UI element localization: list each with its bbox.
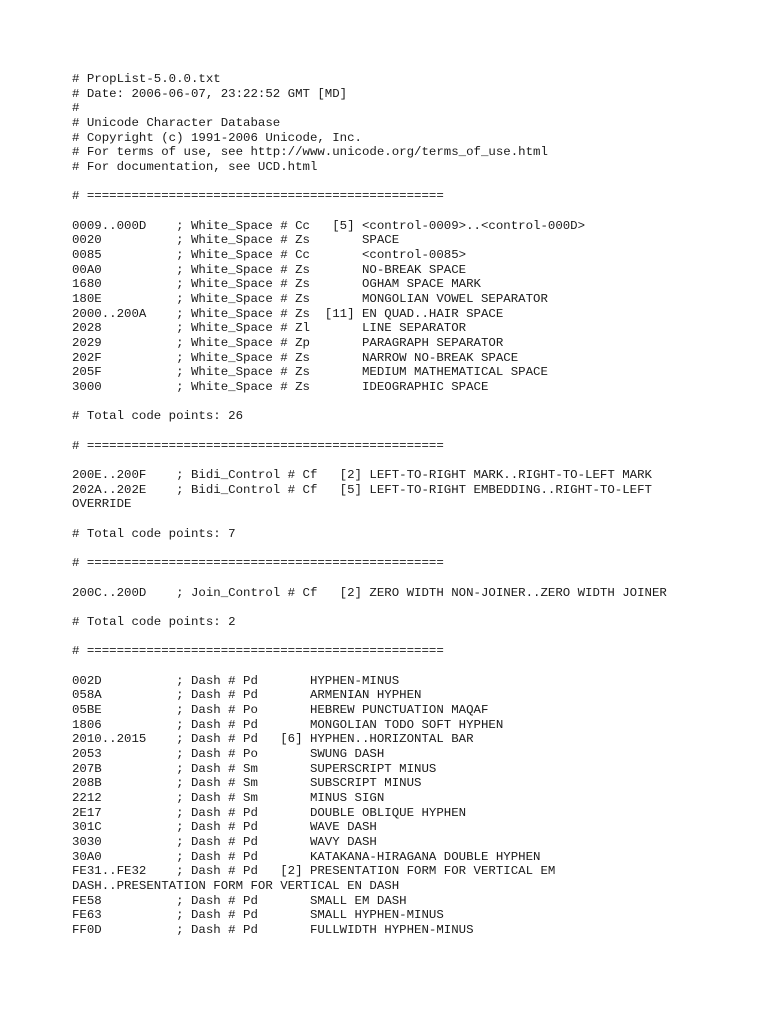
document-line: FE31..FE32 ; Dash # Pd [2] PRESENTATION FORM FOR VERTICAL EM (72, 864, 556, 879)
document-line: 3030 ; Dash # Pd WAVY DASH (72, 834, 377, 849)
document-line (72, 659, 667, 674)
document-line: 1680 ; White_Space # Zs OGHAM SPACE MARK (72, 277, 481, 292)
document-line: FF0D ; Dash # Pd FULLWIDTH HYPHEN-MINUS (72, 922, 474, 937)
document-line: 0020 ; White_Space # Zs SPACE (72, 233, 400, 248)
document-line: # ================================================ (72, 189, 444, 204)
document-line (72, 204, 667, 219)
document-line: 1806 ; Dash # Pd MONGOLIAN TODO SOFT HYPHEN (72, 717, 504, 732)
document-line: 2010..2015 ; Dash # Pd [6] HYPHEN..HORIZONTAL BAR (72, 732, 474, 747)
document-line: 058A ; Dash # Pd ARMENIAN HYPHEN (72, 688, 422, 703)
document-line: 0009..000D ; White_Space # Cc [5] <control-0009>..<control-000D> (72, 218, 586, 233)
document-line: 2E17 ; Dash # Pd DOUBLE OBLIQUE HYPHEN (72, 805, 467, 820)
document-line: DASH..PRESENTATION FORM FOR VERTICAL EN DASH (72, 878, 400, 893)
document-line (72, 630, 667, 645)
document-line: # For documentation, see UCD.html (72, 160, 318, 175)
document-line (72, 395, 667, 410)
document-line (72, 424, 667, 439)
document-line: 208B ; Dash # Sm SUBSCRIPT MINUS (72, 776, 422, 791)
document-line: 3000 ; White_Space # Zs IDEOGRAPHIC SPACE (72, 380, 489, 395)
document-line: 200E..200F ; Bidi_Control # Cf [2] LEFT-TO-RIGHT MARK..RIGHT-TO-LEFT MARK (72, 468, 652, 483)
document-line: # Unicode Character Database (72, 116, 281, 131)
document-line: 2212 ; Dash # Sm MINUS SIGN (72, 790, 385, 805)
document-line: 2000..200A ; White_Space # Zs [11] EN QUAD..HAIR SPACE (72, 306, 504, 321)
document-line: 202A..202E ; Bidi_Control # Cf [5] LEFT-TO-RIGHT EMBEDDING..RIGHT-TO-LEFT (72, 482, 652, 497)
document-line: # Total code points: 26 (72, 409, 244, 424)
document-line: 180E ; White_Space # Zs MONGOLIAN VOWEL SEPARATOR (72, 292, 548, 307)
document-line: # Date: 2006-06-07, 23:22:52 GMT [MD] (72, 86, 348, 101)
document-line: 00A0 ; White_Space # Zs NO-BREAK SPACE (72, 262, 467, 277)
document-line: FE58 ; Dash # Pd SMALL EM DASH (72, 893, 407, 908)
document-line: OVERRIDE (72, 497, 132, 512)
document-line: 200C..200D ; Join_Control # Cf [2] ZERO WIDTH NON-JOINER..ZERO WIDTH JOINER (72, 585, 667, 600)
document-line (72, 512, 667, 527)
document-line: # Total code points: 2 (72, 614, 236, 629)
document-line (72, 453, 667, 468)
document-line: 2053 ; Dash # Po SWUNG DASH (72, 746, 385, 761)
document-line: 301C ; Dash # Pd WAVE DASH (72, 820, 377, 835)
document-line: 05BE ; Dash # Po HEBREW PUNCTUATION MAQAF (72, 702, 489, 717)
document-line: # ================================================ (72, 438, 444, 453)
document-line: # (72, 101, 80, 116)
document-line: # ================================================ (72, 644, 444, 659)
proplist-document (72, 72, 667, 938)
document-line: # For terms of use, see http://www.unicode.org/terms_of_use.html (72, 145, 548, 160)
document-line: 002D ; Dash # Pd HYPHEN-MINUS (72, 673, 400, 688)
document-line: # ================================================ (72, 556, 444, 571)
document-line (72, 600, 667, 615)
document-line: 2029 ; White_Space # Zp PARAGRAPH SEPARATOR (72, 336, 504, 351)
document-line: 205F ; White_Space # Zs MEDIUM MATHEMATICAL SPACE (72, 365, 548, 380)
document-line (72, 175, 667, 190)
document-line: # PropList-5.0.0.txt (72, 72, 221, 86)
document-line: 2028 ; White_Space # Zl LINE SEPARATOR (72, 321, 467, 336)
document-line: # Total code points: 7 (72, 526, 236, 541)
document-line: 202F ; White_Space # Zs NARROW NO-BREAK SPACE (72, 350, 519, 365)
document-line (72, 571, 667, 586)
document-line: 30A0 ; Dash # Pd KATAKANA-HIRAGANA DOUBLE HYPHEN (72, 849, 541, 864)
document-line: # Copyright (c) 1991-2006 Unicode, Inc. (72, 130, 362, 145)
document-line (72, 542, 667, 557)
document-line: FE63 ; Dash # Pd SMALL HYPHEN-MINUS (72, 908, 444, 923)
document-line: 207B ; Dash # Sm SUPERSCRIPT MINUS (72, 761, 437, 776)
document-line: 0085 ; White_Space # Cc <control-0085> (72, 248, 467, 263)
